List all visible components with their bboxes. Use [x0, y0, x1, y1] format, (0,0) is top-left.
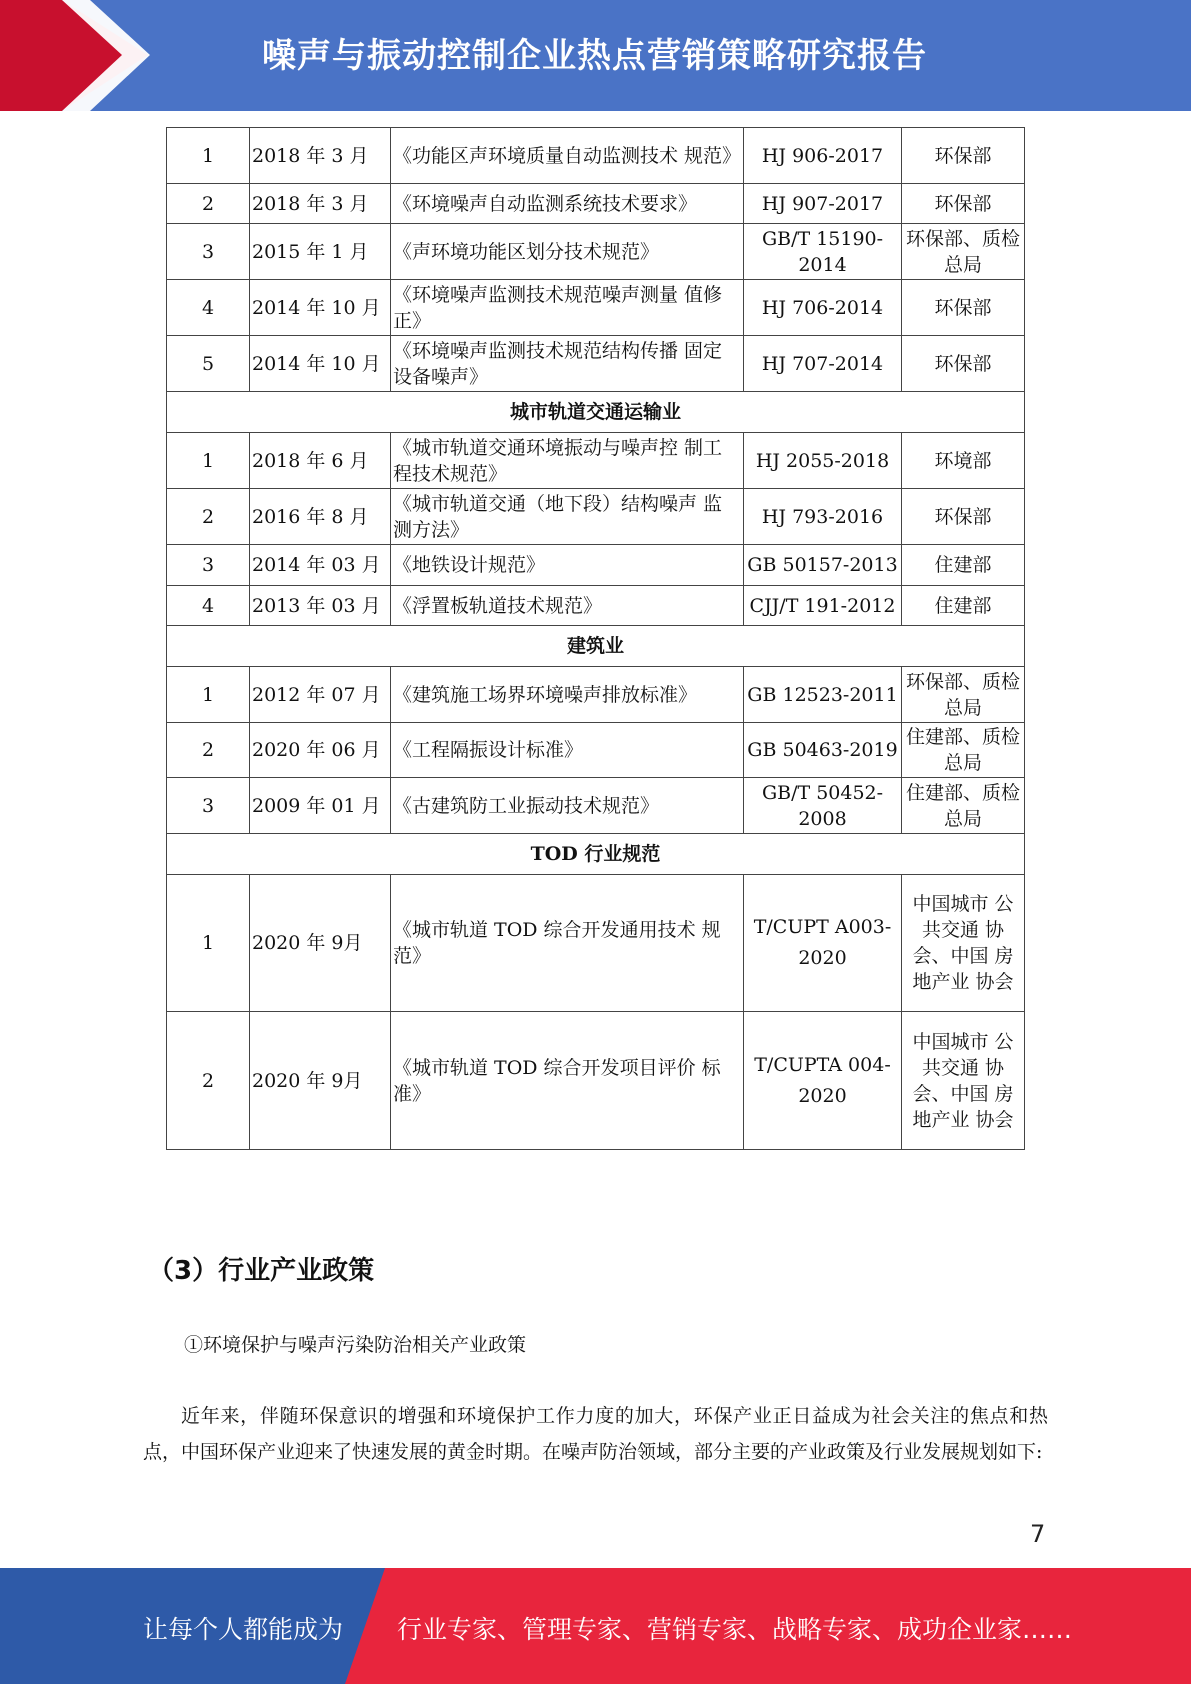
- cell-no: 2: [167, 723, 250, 778]
- cell-title: 《地铁设计规范》: [391, 545, 744, 586]
- table-row: [167, 778, 1025, 834]
- cell-date: 2018 年 3 月: [250, 128, 391, 184]
- table-row: [167, 433, 1025, 489]
- cell-code: T/CUPTA 004-2020: [744, 1012, 902, 1150]
- table-row: [167, 586, 1025, 626]
- table-row: [167, 667, 1025, 723]
- page-footer: [0, 1568, 1191, 1684]
- cell-date: 2018 年 3 月: [250, 184, 391, 224]
- table-row: [167, 545, 1025, 586]
- cell-title: 《古建筑防工业振动技术规范》: [391, 778, 744, 834]
- cell-no: 4: [167, 280, 250, 336]
- cell-dept: 环保部: [902, 184, 1025, 224]
- section-subheading: ①环境保护与噪声污染防治相关产业政策: [184, 1334, 527, 1356]
- cell-title: 《功能区声环境质量自动监测技术 规范》: [391, 128, 744, 184]
- table-section-row: [167, 834, 1025, 875]
- cell-no: 1: [167, 433, 250, 489]
- cell-title: 《声环境功能区划分技术规范》: [391, 224, 744, 280]
- table-section-row: [167, 626, 1025, 667]
- cell-code: GB 12523-2011: [744, 667, 902, 723]
- cell-date: 2014 年 10 月: [250, 336, 391, 392]
- section-label: 城市轨道交通运输业: [167, 392, 1025, 433]
- cell-dept: 住建部: [902, 586, 1025, 626]
- body-paragraph: 近年来，伴随环保意识的增强和环境保护工作力度的加大，环保产业正日益成为社会关注的焦点和热点，中国环保产业迎来了快速发展的黄金时期。在噪声防治领域，部分主要的产业政策及行业发展规划如下:: [143, 1405, 1048, 1463]
- cell-no: 4: [167, 586, 250, 626]
- cell-dept: 环保部: [902, 128, 1025, 184]
- footer-slogan-left: 让每个人都能成为: [143, 1615, 344, 1644]
- cell-title: 《浮置板轨道技术规范》: [391, 586, 744, 626]
- cell-date: 2012 年 07 月: [250, 667, 391, 723]
- table-row: [167, 224, 1025, 280]
- table-section-row: [167, 392, 1025, 433]
- cell-title: 《建筑施工场界环境噪声排放标准》: [391, 667, 744, 723]
- cell-date: 2018 年 6 月: [250, 433, 391, 489]
- cell-code: GB/T 15190-2014: [744, 224, 902, 280]
- cell-code: HJ 906-2017: [744, 128, 902, 184]
- cell-title: 《环境噪声监测技术规范噪声测量 值修正》: [391, 280, 744, 336]
- cell-dept: 中国城市 公共交通 协会、中国 房地产业 协会: [902, 1012, 1025, 1150]
- cell-no: 1: [167, 667, 250, 723]
- table-row: [167, 336, 1025, 392]
- cell-dept: 住建部、质检总局: [902, 723, 1025, 778]
- cell-title: 《环境噪声自动监测系统技术要求》: [391, 184, 744, 224]
- cell-dept: 环保部、质检总局: [902, 224, 1025, 280]
- cell-title: 《城市轨道 TOD 综合开发项目评价 标准》: [391, 1012, 744, 1150]
- cell-code: HJ 793-2016: [744, 489, 902, 545]
- cell-code: GB/T 50452-2008: [744, 778, 902, 834]
- cell-dept: 环保部、质检总局: [902, 667, 1025, 723]
- cell-no: 1: [167, 128, 250, 184]
- header-title: 噪声与振动控制企业热点营销策略研究报告: [262, 36, 927, 76]
- cell-date: 2020 年 06 月: [250, 723, 391, 778]
- cell-no: 2: [167, 1012, 250, 1150]
- table-row: [167, 723, 1025, 778]
- table-row: [167, 875, 1025, 1012]
- cell-no: 2: [167, 184, 250, 224]
- cell-date: 2016 年 8 月: [250, 489, 391, 545]
- cell-date: 2014 年 03 月: [250, 545, 391, 586]
- cell-dept: 住建部: [902, 545, 1025, 586]
- cell-date: 2020 年 9月: [250, 1012, 391, 1150]
- cell-dept: 环保部: [902, 336, 1025, 392]
- cell-code: HJ 907-2017: [744, 184, 902, 224]
- section-label: TOD 行业规范: [167, 834, 1025, 875]
- table-row: [167, 489, 1025, 545]
- cell-date: 2014 年 10 月: [250, 280, 391, 336]
- table-row: [167, 280, 1025, 336]
- cell-date: 2020 年 9月: [250, 875, 391, 1012]
- cell-no: 3: [167, 545, 250, 586]
- cell-code: HJ 706-2014: [744, 280, 902, 336]
- cell-dept: 环境部: [902, 433, 1025, 489]
- cell-no: 5: [167, 336, 250, 392]
- table-row: [167, 184, 1025, 224]
- cell-title: 《环境噪声监测技术规范结构传播 固定设备噪声》: [391, 336, 744, 392]
- section-heading: （3）行业产业政策: [148, 1256, 375, 1286]
- cell-dept: 住建部、质检总局: [902, 778, 1025, 834]
- cell-dept: 环保部: [902, 280, 1025, 336]
- cell-date: 2013 年 03 月: [250, 586, 391, 626]
- cell-code: GB 50157-2013: [744, 545, 902, 586]
- standards-table: [166, 127, 1025, 1150]
- cell-code: HJ 707-2014: [744, 336, 902, 392]
- cell-title: 《城市轨道交通（地下段）结构噪声 监测方法》: [391, 489, 744, 545]
- cell-title: 《城市轨道交通环境振动与噪声控 制工程技术规范》: [391, 433, 744, 489]
- cell-no: 1: [167, 875, 250, 1012]
- cell-title: 《工程隔振设计标准》: [391, 723, 744, 778]
- cell-date: 2015 年 1 月: [250, 224, 391, 280]
- cell-code: GB 50463-2019: [744, 723, 902, 778]
- table-row: [167, 1012, 1025, 1150]
- cell-date: 2009 年 01 月: [250, 778, 391, 834]
- footer-slogan-right: 行业专家、管理专家、营销专家、战略专家、成功企业家……: [397, 1615, 1073, 1644]
- cell-dept: 环保部: [902, 489, 1025, 545]
- cell-title: 《城市轨道 TOD 综合开发通用技术 规范》: [391, 875, 744, 1012]
- cell-no: 3: [167, 224, 250, 280]
- cell-no: 3: [167, 778, 250, 834]
- cell-code: CJJ/T 191-2012: [744, 586, 902, 626]
- cell-code: T/CUPT A003-2020: [744, 875, 902, 1012]
- cell-dept: 中国城市 公共交通 协会、中国 房地产业 协会: [902, 875, 1025, 1012]
- section-label: 建筑业: [167, 626, 1025, 667]
- cell-code: HJ 2055-2018: [744, 433, 902, 489]
- page-header: [0, 0, 1191, 111]
- table-row: [167, 128, 1025, 184]
- cell-no: 2: [167, 489, 250, 545]
- page-number: 7: [1030, 1520, 1046, 1548]
